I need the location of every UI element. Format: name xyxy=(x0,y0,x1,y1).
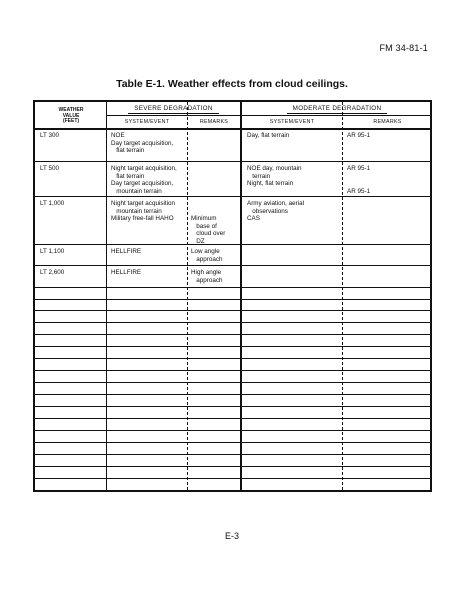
header-weather-value: WEATHER VALUE (FEET) xyxy=(58,107,84,125)
header-moderate-system-event: SYSTEM/EVENT xyxy=(269,119,315,125)
row-severe-event: HELLFIRE xyxy=(111,248,142,255)
empty-row-rule xyxy=(35,299,430,300)
header-moderate-degradation: MODERATE DEGRADATION xyxy=(242,105,432,114)
empty-row-rule xyxy=(35,430,430,431)
row-weather-value: LT 500 xyxy=(40,165,60,172)
weather-effects-table xyxy=(33,100,432,492)
empty-row-rule xyxy=(35,394,430,395)
row-severe-remarks: Minimum base of cloud over DZ xyxy=(191,215,226,245)
empty-row-rule xyxy=(35,406,430,407)
row-weather-value: LT 1,100 xyxy=(40,248,65,255)
row-rule xyxy=(35,244,430,245)
row-moderate-event: NOE day, mountain terrain Night, flat terrain xyxy=(247,165,302,188)
header-severe-remarks: REMARKS xyxy=(199,119,229,125)
row-rule xyxy=(35,196,430,197)
row-moderate-event: Army aviation, aerial observations CAS xyxy=(247,200,305,223)
row-severe-event: HELLFIRE xyxy=(111,269,142,276)
empty-row-rule xyxy=(35,322,430,323)
row-severe-event: Night target acquisition, flat terrain Day target acquisition, mountain terrain xyxy=(111,165,177,195)
row-weather-value: LT 300 xyxy=(40,132,60,139)
empty-row-rule xyxy=(35,478,430,479)
empty-row-rule xyxy=(35,418,430,419)
document-id: FM 34-81-1 xyxy=(379,43,428,53)
row-severe-remarks: High angle approach xyxy=(191,269,223,284)
row-moderate-remarks: AR 95-1 AR 95-1 xyxy=(347,165,371,195)
header-divider xyxy=(107,115,430,116)
row-moderate-event: Day, flat terrain xyxy=(247,132,290,139)
row-severe-event: NOE Day target acquisition, flat terrain xyxy=(111,132,174,155)
row-moderate-remarks: AR 95-1 xyxy=(347,132,371,139)
empty-row-rule xyxy=(35,442,430,443)
empty-row-rule xyxy=(35,358,430,359)
row-rule xyxy=(35,161,430,162)
header-severe-system-event: SYSTEM/EVENT xyxy=(124,119,170,125)
empty-row-rule xyxy=(35,346,430,347)
row-severe-event: Night target acquisition mountain terrain Military free-fall HAHO xyxy=(111,200,176,223)
empty-row-rule xyxy=(35,454,430,455)
table-title: Table E-1. Weather effects from cloud ceilings. xyxy=(116,78,348,90)
header-severe-degradation: SEVERE DEGRADATION xyxy=(107,105,240,114)
row-rule xyxy=(35,287,430,288)
row-weather-value: LT 1,000 xyxy=(40,200,65,207)
page-number: E-3 xyxy=(224,531,239,541)
header-moderate-remarks: REMARKS xyxy=(373,119,402,125)
empty-row-rule xyxy=(35,370,430,371)
row-rule xyxy=(35,265,430,266)
empty-row-rule xyxy=(35,382,430,383)
header-bottom-rule xyxy=(35,128,430,130)
row-weather-value: LT 2,600 xyxy=(40,269,65,276)
row-severe-remarks: Low angle approach xyxy=(191,248,223,263)
empty-row-rule xyxy=(35,334,430,335)
empty-row-rule xyxy=(35,466,430,467)
empty-row-rule xyxy=(35,310,430,311)
